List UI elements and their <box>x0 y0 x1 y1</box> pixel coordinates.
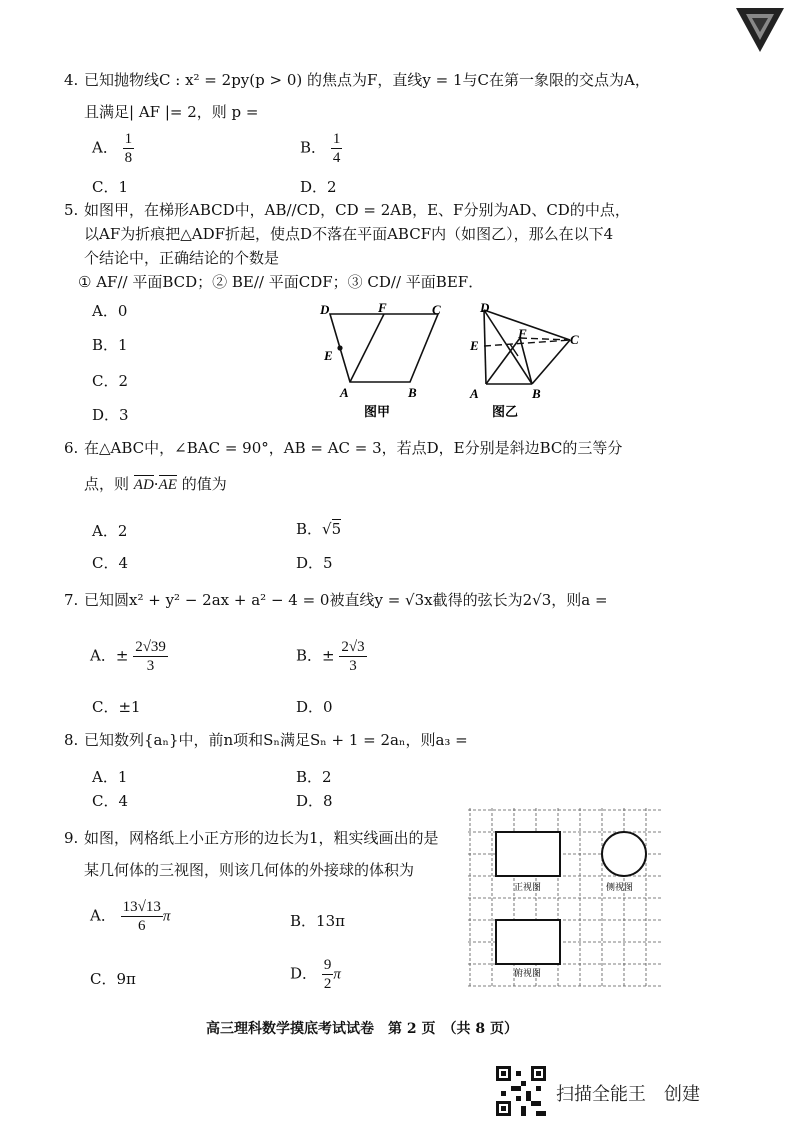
q8-option-c: C．4 <box>92 792 129 810</box>
fig1-label-e: E <box>324 348 333 363</box>
q7-option-b-fraction <box>339 638 366 675</box>
q4-option-b <box>300 130 342 167</box>
q4-number: 4. <box>64 71 79 89</box>
q9-number: 9. <box>64 829 79 847</box>
q7-number: 7. <box>64 591 79 609</box>
fig2-caption: 图乙 <box>492 405 519 420</box>
q6-vector-ae: AE <box>158 477 177 493</box>
q9-d-num: 9 <box>323 957 332 973</box>
q4-option-c-label: C． <box>92 178 119 196</box>
q4-option-a <box>92 130 134 167</box>
q6-sqrt-sign: √ <box>322 520 332 538</box>
q8-number: 8. <box>64 731 79 749</box>
q9-d-den: 2 <box>323 976 332 992</box>
fig1-label-b: B <box>408 385 417 400</box>
q9-option-d <box>290 956 341 993</box>
fig1-label-c: C <box>432 302 441 317</box>
q5-number: 5. <box>64 201 79 219</box>
q7-b-den: 3 <box>349 658 357 674</box>
q9-option-a-fraction <box>121 898 163 935</box>
q6-option-c: C．4 <box>92 554 129 572</box>
q7-option-d: D．0 <box>296 698 333 716</box>
q9-three-view-figure <box>466 806 664 990</box>
q9-option-d-fraction <box>322 956 334 993</box>
fig1-label-d: D <box>320 302 330 317</box>
q5-stem-line1: 如图甲，在梯形ABCD中，AB//CD，CD = 2AB，E、F分别为AD、CD的中点， <box>84 201 630 219</box>
q9-stem-line2: 某几何体的三视图，则该几何体的外接球的体积为 <box>84 861 415 879</box>
top-view-label: 俯视图 <box>514 969 542 979</box>
q4-b-num: 1 <box>332 131 341 147</box>
fig2-label-d: D <box>480 300 490 315</box>
q9-option-a-label: A． <box>90 906 116 925</box>
q5-stem-line3: 个结论中，正确结论的个数是 <box>84 249 280 267</box>
q8-option-b: B．2 <box>296 768 332 786</box>
fig2-label-a: A <box>470 386 479 401</box>
q4-option-d <box>300 176 337 197</box>
q6-number: 6. <box>64 439 79 457</box>
q4-option-c <box>92 176 128 197</box>
page-footer: 高三理科数学摸底考试试卷 第 2 页 （共 8 页） <box>206 1021 518 1037</box>
q6-stem-line1: 在△ABC中，∠BAC = 90°，AB = AC = 3，若点D，E分别是斜边BC的三等分 <box>84 439 623 457</box>
q4-b-den: 4 <box>332 150 341 166</box>
q4-option-d-value: 2 <box>327 178 337 196</box>
q7-option-b <box>296 638 367 675</box>
q5-option-a: A．0 <box>92 302 128 320</box>
q9-option-a-pi: π <box>162 908 171 925</box>
q6-line2-post: 的值为 <box>181 475 227 493</box>
q8-option-a: A．1 <box>92 768 128 786</box>
q4-stem-line1: 已知抛物线C : x² = 2py(p > 0) 的焦点为F，直线y = 1与C在第一象限的交点为A， <box>84 71 650 89</box>
q6-option-b-label: B． <box>296 520 323 538</box>
q9-option-d-pi: π <box>333 966 341 983</box>
q4-stem-line2: 且满足| AF |= 2，则 p = <box>84 103 259 121</box>
q5-option-d: D．3 <box>92 406 129 424</box>
q6-option-b-radicand: 5 <box>331 520 342 538</box>
q7-option-c: C．±1 <box>92 698 141 716</box>
fig1-caption: 图甲 <box>364 405 391 420</box>
q9-stem-line1: 如图，网格纸上小正方形的边长为1，粗实线画出的是 <box>84 829 439 847</box>
q7-b-num: 2√3 <box>341 639 365 655</box>
q6-vector-ad: AD <box>133 477 154 493</box>
q6-dot: · <box>153 475 159 493</box>
q6-stem-line2 <box>84 474 227 495</box>
q7-option-a-fraction <box>133 638 168 675</box>
q4-option-b-label: B． <box>300 138 327 157</box>
q7-option-b-label: B．± <box>296 646 335 665</box>
q8-option-d: D．8 <box>296 792 333 810</box>
q6-option-d: D．5 <box>296 554 333 572</box>
fig2-label-e: E <box>470 338 479 353</box>
q9-option-a <box>90 898 170 935</box>
q9-option-c: C．9π <box>90 970 136 988</box>
q5-option-b: B．1 <box>92 336 128 354</box>
q4-option-b-fraction <box>331 130 343 167</box>
q4-option-d-label: D． <box>300 178 328 196</box>
q4-option-a-fraction <box>123 130 135 167</box>
qr-code <box>496 1066 546 1116</box>
q5-stem-line4: ① AF// 平面BCD；② BE// 平面CDF；③ CD// 平面BEF． <box>78 273 484 291</box>
q9-option-b: B．13π <box>290 912 345 930</box>
q6-option-b <box>296 518 341 539</box>
q7-option-a <box>90 638 168 675</box>
q7-a-den: 3 <box>146 658 155 674</box>
q4-a-num: 1 <box>124 131 133 147</box>
q6-line2-pre: 点，则 <box>84 475 130 493</box>
q4-option-a-label: A． <box>92 138 118 157</box>
q4-option-c-value: 1 <box>118 178 129 196</box>
q5-option-c: C．2 <box>92 372 129 390</box>
scanner-watermark: 扫描全能王 创建 <box>556 1084 700 1105</box>
q5-figure-yi <box>466 298 586 422</box>
fig2-label-c: C <box>570 332 579 347</box>
fig1-label-a: A <box>340 385 349 400</box>
fig2-label-f: F <box>518 326 527 341</box>
q7-option-a-label: A．± <box>90 646 129 665</box>
q8-stem-line1: 已知数列{aₙ}中，前n项和Sₙ满足Sₙ + 1 = 2aₙ，则a₃ = <box>84 731 468 749</box>
q9-a-num: 13√13 <box>122 899 161 915</box>
corner-emblem <box>736 8 784 52</box>
q9-a-den: 6 <box>137 918 146 934</box>
q7-a-num: 2√39 <box>135 639 166 655</box>
q5-stem-line2: 以AF为折痕把△ADF折起，使点D不落在平面ABCF内（如图乙），那么在以下4 <box>84 225 614 243</box>
fig1-label-f: F <box>378 300 387 315</box>
q5-figure-jia <box>318 300 448 420</box>
q7-stem-line1: 已知圆x² + y² − 2ax + a² − 4 = 0被直线y = √3x截得的弦长为2√3，则a = <box>84 591 608 609</box>
fig2-label-b: B <box>532 386 541 401</box>
q6-option-a: A．2 <box>92 522 128 540</box>
q4-a-den: 8 <box>124 150 133 166</box>
q9-option-d-label: D． <box>290 964 318 983</box>
front-view-label: 正视图 <box>514 883 542 893</box>
side-view-label: 侧视图 <box>606 883 634 893</box>
